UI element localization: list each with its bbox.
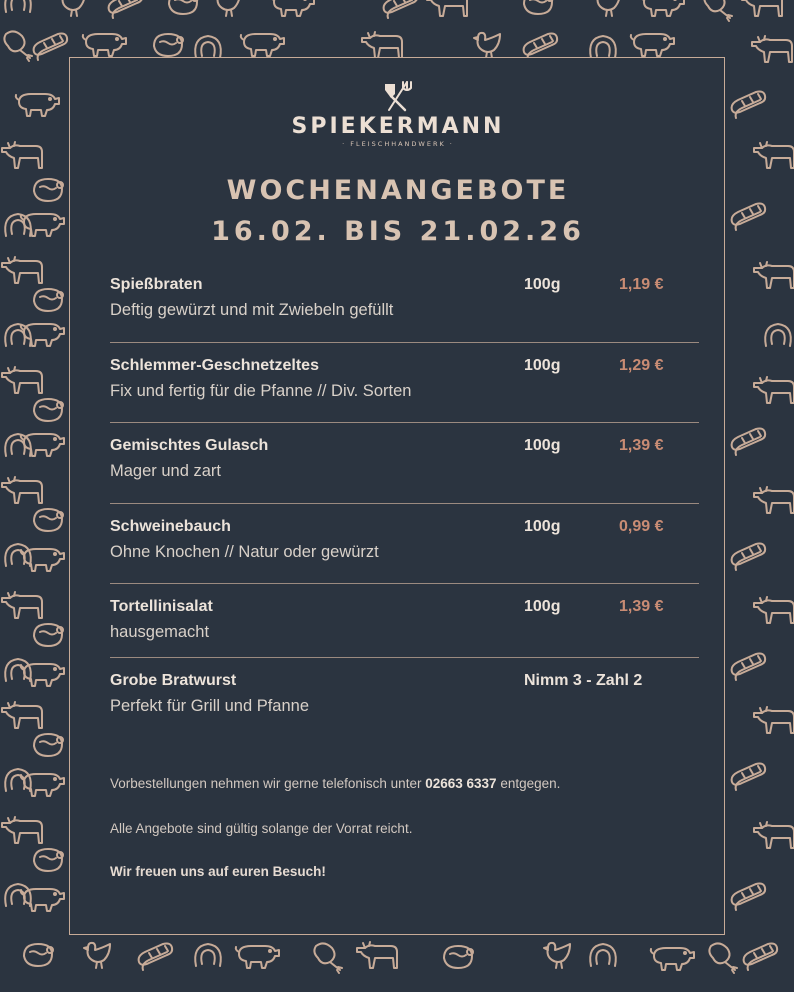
headline-title: WOCHENANGEBOTE (226, 175, 570, 206)
offer-description: hausgemacht (110, 623, 210, 641)
offer-item (110, 658, 699, 738)
offer-price: 1,19 € (619, 276, 664, 293)
offer-description: Ohne Knochen // Natur oder gewürzt (110, 542, 379, 561)
offer-item (110, 343, 699, 424)
offer-name: Tortellinisalat (110, 598, 213, 615)
preorder-text: Vorbestellungen nehmen wir gerne telefonisch unter (110, 776, 422, 791)
offer-list (110, 262, 699, 738)
cleaver-fork-icon (383, 80, 413, 112)
offer-price: 1,29 € (619, 356, 664, 374)
brand-name: SPIEKERMANN (291, 114, 505, 139)
brand-logo (70, 80, 726, 148)
offer-item (110, 584, 699, 658)
offer-unit: 100g (524, 437, 561, 454)
brand-tagline: · FLEISCHHANDWERK · (342, 140, 454, 148)
phone-number: 02663 6337 (425, 776, 497, 791)
offer-unit: 100g (524, 356, 561, 374)
offer-name: Grobe Bratwurst (110, 672, 237, 689)
offer-name: Schweinebauch (110, 517, 231, 535)
headline-dates: 16.02. BIS 21.02.26 (211, 216, 585, 247)
preorder-note (110, 776, 560, 791)
offer-description: Mager und zart (110, 462, 221, 480)
offer-price: 0,99 € (619, 517, 664, 535)
offer-panel (69, 57, 725, 935)
offer-unit: 100g (524, 517, 561, 535)
validity-note: Alle Angebote sind gültig solange der Vorrat reicht. (110, 821, 413, 836)
offer-name: Schlemmer-Geschnetzeltes (110, 356, 319, 374)
offer-price: 1,39 € (619, 598, 664, 615)
offer-description: Deftig gewürzt und mit Zwiebeln gefüllt (110, 301, 394, 319)
offer-item (110, 262, 699, 343)
offer-name: Gemischtes Gulasch (110, 437, 269, 454)
offer-name: Spießbraten (110, 276, 203, 293)
offer-unit: 100g (524, 598, 561, 615)
offer-deal: Nimm 3 - Zahl 2 (524, 672, 643, 689)
closing-note: Wir freuen uns auf euren Besuch! (110, 864, 326, 879)
offer-unit: 100g (524, 276, 561, 293)
offer-item (110, 504, 699, 585)
offer-description: Fix und fertig für die Pfanne // Div. Sorten (110, 381, 412, 400)
offer-item (110, 423, 699, 504)
offer-description: Perfekt für Grill und Pfanne (110, 697, 310, 715)
preorder-text-end: entgegen. (500, 776, 561, 791)
offer-price: 1,39 € (619, 437, 664, 454)
